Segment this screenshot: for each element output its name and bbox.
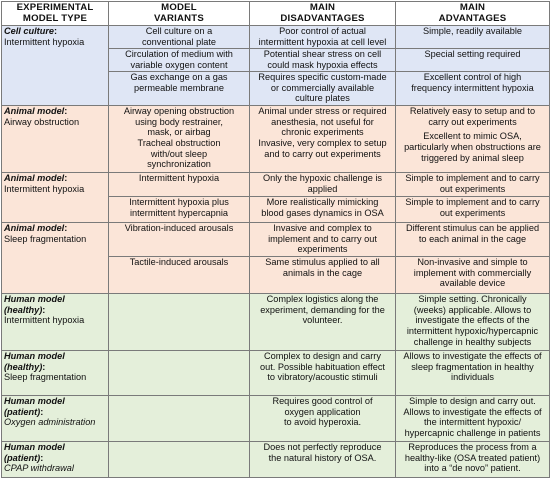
variant-cell: Tactile-induced arousals: [109, 257, 250, 294]
table-row: [2, 294, 550, 351]
model-type-cell: Cell culture: Intermittent hypoxia: [2, 26, 109, 106]
table-row: [2, 351, 550, 396]
header-main-advantages: MAIN ADVANTAGES: [396, 2, 550, 26]
advantage-cell: Different stimulus can be applied to each animal in the cage: [396, 223, 550, 257]
model-type-animal-sf: Animal model: Sleep fragmentation: [2, 223, 109, 294]
advantage-cell: Simple setting. Chronically (weeks) applicable. Allows to investigate the effects of the intermittent hypoxic/hypercapnic challenge in healthy subjects: [396, 294, 550, 351]
variant-cell-empty: [109, 351, 250, 396]
disadvantage-cell: Complex to design and carry out. Possible habituation effect to vibratory/acoustic stimuli: [250, 351, 396, 396]
advantage-cell: Simple, readily available: [396, 26, 550, 49]
advantage-cell: Non-invasive and simple to implement with commercially available device: [396, 257, 550, 294]
model-type-human-healthy-ih: Human model (healthy): Intermittent hypoxia: [2, 294, 109, 351]
model-type-animal-airway: Animal model: Airway obstruction: [2, 106, 109, 173]
table-row: [2, 223, 550, 257]
variant-cell: Intermittent hypoxia: [109, 173, 250, 197]
advantage-cell: Allows to investigate the effects of sleep fragmentation in healthy individuals: [396, 351, 550, 396]
disadvantage-cell: More realistically mimicking blood gases dynamics in OSA: [250, 197, 396, 223]
header-model-type: EXPERIMENTAL MODEL TYPE: [2, 2, 109, 26]
disadvantage-cell: Potential shear stress on cell could mask hypoxia effects: [250, 49, 396, 72]
header-model-variants: MODEL VARIANTS: [109, 2, 250, 26]
disadvantage-cell: Only the hypoxic challenge is applied: [250, 173, 396, 197]
disadvantage-cell: Invasive and complex to implement and to carry out experiments: [250, 223, 396, 257]
advantage-cell: Simple to implement and to carry out experiments: [396, 197, 550, 223]
table-row: [2, 106, 550, 173]
disadvantage-cell: Same stimulus applied to all animals in the cage: [250, 257, 396, 294]
variant-cell: Circulation of medium with variable oxygen content: [109, 49, 250, 72]
disadvantage-cell: Poor control of actual intermittent hypoxia at cell level: [250, 26, 396, 49]
variant-cell-empty: [109, 396, 250, 442]
disadvantage-cell: Does not perfectly reproduce the natural history of OSA.: [250, 442, 396, 478]
model-comparison-table: [1, 1, 550, 478]
disadvantage-cell: Requires specific custom-made or commercially available culture plates: [250, 72, 396, 106]
header-row: [2, 2, 550, 26]
table-row: [2, 396, 550, 442]
table-row: [2, 26, 550, 49]
advantage-cell: Special setting required: [396, 49, 550, 72]
variant-cell: Cell culture on a conventional plate: [109, 26, 250, 49]
model-type-human-patient-cpap: Human model (patient): CPAP withdrawal: [2, 442, 109, 478]
variant-cell: Vibration-induced arousals: [109, 223, 250, 257]
header-main-disadvantages: MAIN DISADVANTAGES: [250, 2, 396, 26]
advantage-cell: Simple to implement and to carry out experiments: [396, 173, 550, 197]
variant-cell: Intermittent hypoxia plus intermittent hypercapnia: [109, 197, 250, 223]
advantage-cell: Excellent control of high frequency intermittent hypoxia: [396, 72, 550, 106]
model-type-human-patient-o2: Human model (patient): Oxygen administration: [2, 396, 109, 442]
disadvantage-cell: Animal under stress or required anesthesia, not useful for chronic experiments Invasive, very complex to setup and to carry out experiments: [250, 106, 396, 173]
model-type-human-healthy-sf: Human model (healthy): Sleep fragmentation: [2, 351, 109, 396]
advantage-cell: Reproduces the process from a healthy-like (OSA treated patient) into a “de novo” patient.: [396, 442, 550, 478]
table-row: [2, 442, 550, 478]
advantage-cell: Relatively easy to setup and to carry out experiments Excellent to mimic OSA, particularly when obstructions are triggered by animal sleep: [396, 106, 550, 173]
variant-cell-empty: [109, 294, 250, 351]
advantage-cell: Simple to design and carry out. Allows to investigate the effects of the intermittent hypoxic/ hypercapnic challenge in patients: [396, 396, 550, 442]
disadvantage-cell: Requires good control of oxygen application to avoid hyperoxia.: [250, 396, 396, 442]
variant-cell-empty: [109, 442, 250, 478]
variant-cell: Gas exchange on a gas permeable membrane: [109, 72, 250, 106]
variant-cell: Airway opening obstruction using body restrainer, mask, or airbag Tracheal obstruction with/out sleep synchronization: [109, 106, 250, 173]
model-type-animal-ih: Animal model: Intermittent hypoxia: [2, 173, 109, 223]
disadvantage-cell: Complex logistics along the experiment, demanding for the volunteer.: [250, 294, 396, 351]
table-row: [2, 173, 550, 197]
